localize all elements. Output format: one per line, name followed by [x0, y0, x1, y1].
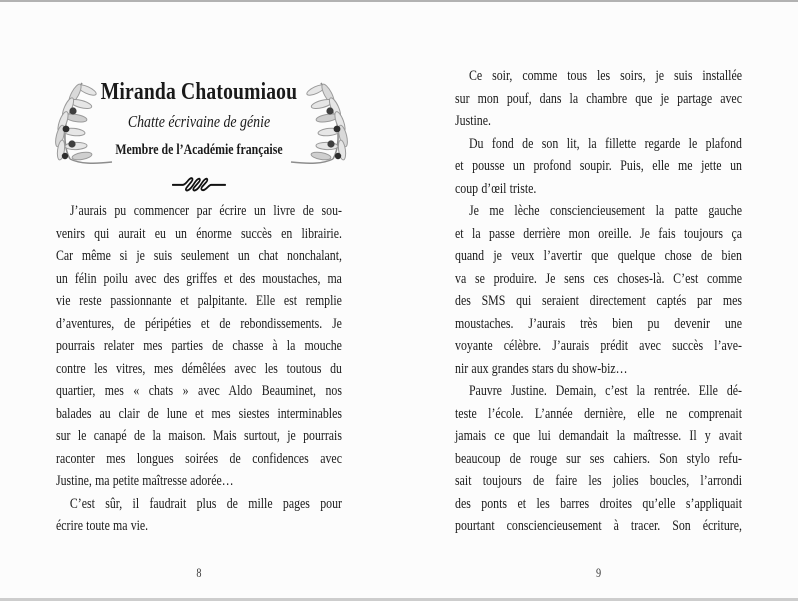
text-line: venirs qui aurait eu un énorme succès en librairie.	[56, 225, 342, 242]
text-line: teste l’école. L’année dernière, elle ne comprenait	[455, 405, 742, 422]
text-line: Ce soir, comme tous les soirs, je suis installée	[468, 68, 742, 84]
text-line: Je me lèche consciencieusement la patte gauche	[468, 203, 742, 219]
text-line: quartier, mes « chats » avec Aldo Beauminet, nos	[56, 383, 342, 399]
text-line: sur mon pouf, dans la chambre que je partage avec	[455, 90, 742, 107]
squiggle-divider-icon	[172, 174, 226, 194]
right-text-column	[455, 0, 742, 601]
text-line: Car même si je suis seulement un chat nonchalant,	[56, 248, 342, 264]
text-line: écrire toute ma vie.	[56, 518, 149, 534]
text-line: un félin poilu avec des griffes et des moustaches, ma	[56, 270, 342, 287]
text-line: sur le canapé de la maison. Mais surtout, je pourrais	[56, 428, 342, 444]
text-line: Du fond de son lit, la fillette regarde le plafond	[468, 135, 742, 152]
text-line: Justine.	[455, 113, 492, 129]
text-line: Pauvre Justine. Demain, c’est la rentrée. Elle dé-	[468, 383, 742, 399]
text-line: J’aurais pu commencer par écrire un livre de sou-	[69, 203, 342, 219]
book-subtitle: Chatte écrivaine de génie	[127, 112, 271, 131]
text-line: C’est sûr, il faudrait plus de mille pages pour	[69, 495, 342, 512]
right-page-text	[455, 65, 742, 538]
page-number-left: 8	[196, 566, 202, 580]
text-line: sait toujours de faire les jolies boucles, l’arrondi	[455, 473, 742, 489]
text-line: d’aventures, de péripéties et de rebondissements. Je	[56, 315, 342, 332]
text-line: et la passe derrière mon oreille. Je fais toujours ça	[455, 225, 742, 242]
text-line: des ponts et les barres droites qu’elle s’appliquait	[455, 495, 742, 512]
text-line: moustaches. J’aurais très bien pu devenir une	[455, 315, 742, 332]
text-line: quand je veux l’avertir que quelque chose de bien	[455, 248, 742, 264]
text-line: pourrais relater mes parties de chasse à la mouche	[56, 338, 342, 354]
text-line: Justine, ma petite maîtresse adorée…	[56, 473, 234, 489]
book-affiliation: Membre de l’Académie française	[115, 142, 283, 158]
text-line: raconter mes longues soirées de confidences avec	[56, 450, 342, 467]
text-line: beaucoup de rouge sur ses cahiers. Son stylo refu-	[455, 450, 742, 467]
text-line: va se produire. Je sens ces choses-là. C’est comme	[455, 270, 742, 287]
text-line: nir aux grandes stars du show-biz…	[455, 360, 628, 377]
text-line: voyante célèbre. J’aurais prédit avec succès l’ave-	[455, 338, 742, 354]
left-page-text	[56, 200, 342, 538]
text-line: contre les vitres, mes démêlées avec les toutous du	[56, 360, 342, 377]
left-text-column	[56, 0, 342, 601]
text-line: pourtant consciencieusement à tracer. Son écriture,	[455, 518, 742, 534]
text-line: jamais ce que lui demandait la maîtresse. Il y avait	[455, 428, 742, 444]
book-title: Miranda Chatoumiaou	[100, 79, 298, 105]
page-right[interactable]	[399, 0, 798, 601]
text-line: vie reste passionnante et palpitante. Elle est remplie	[56, 293, 342, 309]
text-line: et pousse un profond soupir. Puis, elle me jette un	[455, 158, 742, 174]
text-line: balades au clair de lune et mes siestes interminables	[56, 405, 342, 422]
text-line: des SMS qui seraient directement captés par mes	[455, 293, 742, 309]
text-line: coup d’œil triste.	[455, 180, 537, 197]
page-number-right: 9	[595, 566, 602, 580]
